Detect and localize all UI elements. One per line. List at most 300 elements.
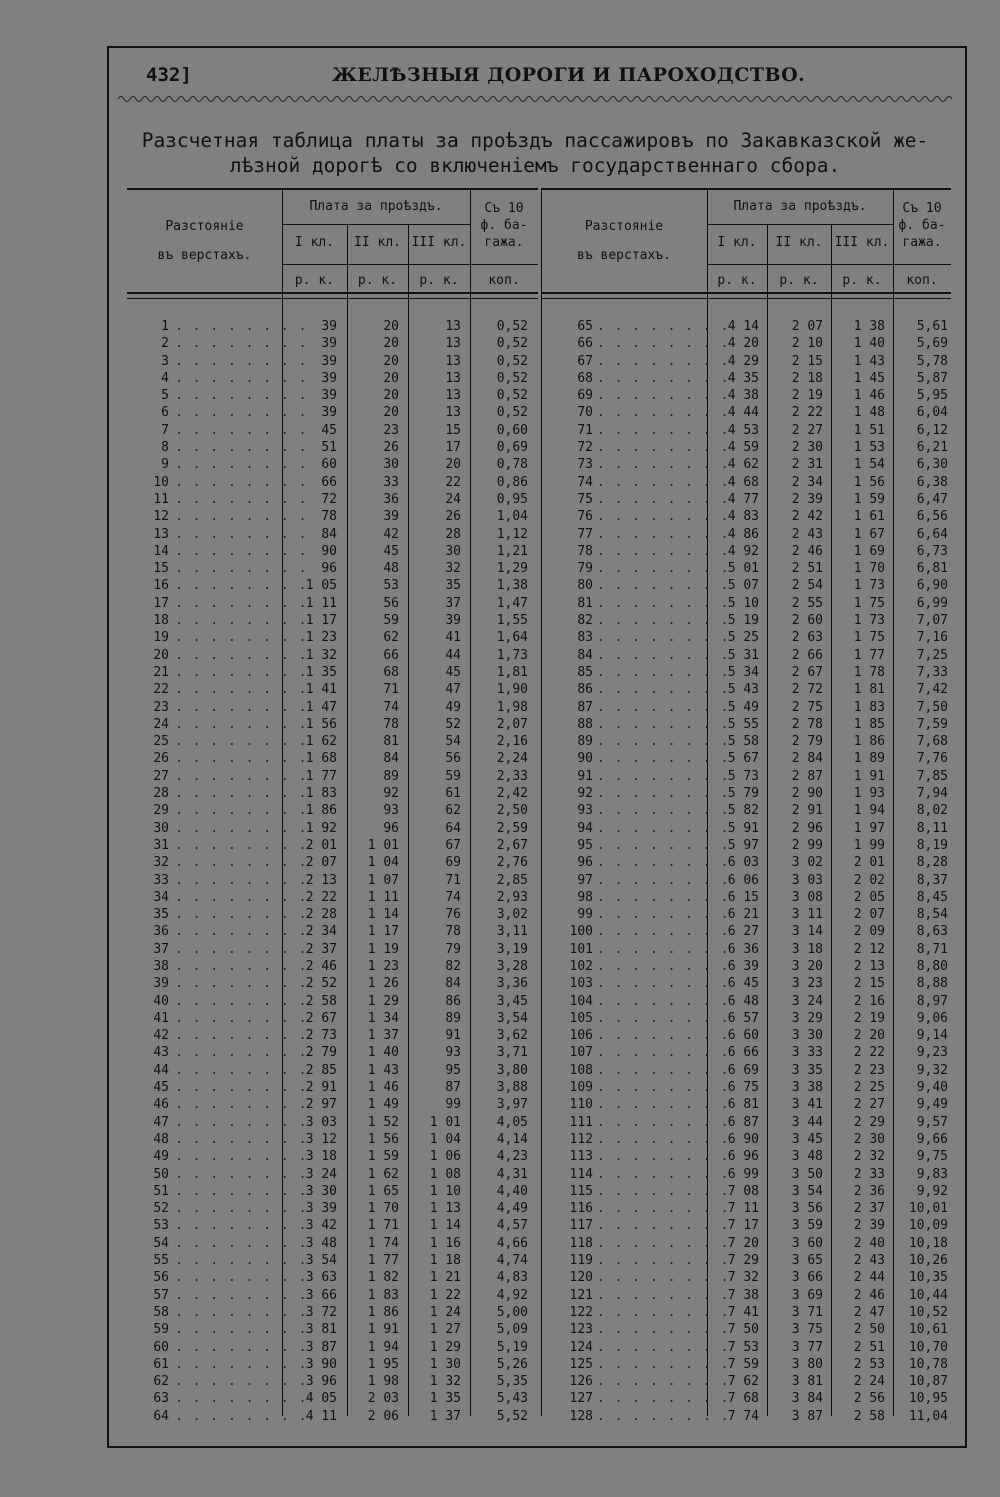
class3-header: III кл. [411,235,467,250]
baggage-cell: 1,47 [496,595,528,611]
dot-leader: . . . . . . . . [175,1080,308,1096]
class1-cell: 5 82 [727,803,759,819]
table-row [541,975,951,992]
baggage-cell: 5,00 [496,1304,528,1320]
table-row [541,1096,951,1113]
class1-cell: 4 92 [727,543,759,559]
baggage-cell: 9,92 [916,1183,948,1199]
class1-cell: 90 [321,543,337,559]
class2-cell: 2 90 [791,786,823,802]
class2-cell: 2 60 [791,613,823,629]
baggage-cell: 7,59 [916,716,948,732]
distance-cell: 55 [153,1253,169,1269]
class2-cell: 2 87 [791,768,823,784]
dot-leader: . . . . . . . . [597,1010,730,1026]
class2-cell: 20 [383,319,399,334]
distance-cell: 27 [153,768,169,784]
class1-cell: 6 57 [727,1010,759,1026]
class3-cell: 86 [445,993,461,1009]
dot-leader: . . . . . . . . [175,440,308,456]
table-row [127,768,538,785]
class3-cell: 1 56 [853,474,885,490]
baggage-cell: 8,11 [916,820,948,836]
class2-cell: 3 02 [791,855,823,871]
table-row [127,837,538,854]
distance-cell: 103 [569,976,593,992]
baggage-cell: 1,98 [496,699,528,715]
class1-cell: 96 [321,561,337,577]
class1-cell: 2 13 [305,872,337,888]
table-row [541,1183,951,1200]
dot-leader: . . . . . . . . [597,907,730,923]
baggage-cell: 4,57 [496,1218,528,1234]
class2-cell: 71 [383,682,399,698]
baggage-cell: 0,60 [496,422,528,438]
class2-cell: 2 46 [791,543,823,559]
class3-cell: 2 51 [853,1339,885,1355]
class2-cell: 2 06 [367,1408,399,1424]
dot-leader: . . . . . . . . [175,699,308,715]
dot-leader: . . . . . . . . [175,509,308,525]
class2-cell: 36 [383,491,399,507]
table-row [127,975,538,992]
class3-cell: 2 39 [853,1218,885,1234]
baggage-cell: 2,50 [496,803,528,819]
class2-cell: 2 78 [791,716,823,732]
baggage-cell: 5,69 [916,336,948,352]
dot-leader: . . . . . . . . [597,543,730,559]
dot-leader: . . . . . . . . [175,1097,308,1113]
class3-cell: 1 93 [853,786,885,802]
dot-leader: . . . . . . . . [175,976,308,992]
baggage-unit: коп. [906,273,938,288]
class2-cell: 2 31 [791,457,823,473]
table-row [127,854,538,871]
class1-cell: 2 58 [305,993,337,1009]
baggage-cell: 0,52 [496,388,528,404]
dot-leader: . . . . . . . . [597,1356,730,1372]
class3-cell: 1 06 [429,1149,461,1165]
baggage-cell: 5,78 [916,353,948,369]
baggage-cell: 3,62 [496,1028,528,1044]
class3-cell: 2 44 [853,1270,885,1286]
class2-cell: 3 30 [791,1028,823,1044]
dot-leader: . . . . . . . . [175,924,308,940]
distance-cell: 83 [577,630,593,646]
class1-cell: 5 31 [727,647,759,663]
baggage-cell: 7,68 [916,734,948,750]
class2-cell: 1 91 [367,1322,399,1338]
running-title: ЖЕЛѢЗНЫЯ ДОРОГИ И ПАРОХОДСТВО. [332,64,806,86]
class1-cell: 3 54 [305,1253,337,1269]
baggage-cell: 9,66 [916,1131,948,1147]
distance-cell: 9 [161,457,169,473]
baggage-cell: 1,04 [496,509,528,525]
distance-cell: 79 [577,561,593,577]
baggage-cell: 10,78 [908,1356,948,1372]
baggage-cell: 6,30 [916,457,948,473]
class3-cell: 99 [445,1097,461,1113]
distance-cell: 61 [153,1356,169,1372]
dot-leader: . . . . . . . . [175,872,308,888]
baggage-cell: 6,38 [916,474,948,490]
baggage-cell: 7,50 [916,699,948,715]
class1-cell: 6 45 [727,976,759,992]
baggage-cell: 10,01 [908,1201,948,1217]
class2-cell: 3 23 [791,976,823,992]
distance-cell: 123 [569,1322,593,1338]
class2-cell: 2 18 [791,370,823,386]
class2-cell: 2 42 [791,509,823,525]
class1-cell: 7 32 [727,1270,759,1286]
class1-cell: 6 69 [727,1062,759,1078]
distance-header: Разстояніе въ верстахъ. [577,219,671,263]
dot-leader: . . . . . . . . [175,595,308,611]
baggage-cell: 6,99 [916,595,948,611]
baggage-cell: 0,86 [496,474,528,490]
baggage-cell: 9,23 [916,1045,948,1061]
class3-cell: 1 40 [853,336,885,352]
distance-cell: 13 [153,526,169,542]
class2-cell: 2 72 [791,682,823,698]
class2-cell: 1 04 [367,855,399,871]
distance-cell: 58 [153,1304,169,1320]
class3-unit: р. к. [842,273,882,288]
class1-cell: 1 77 [305,768,337,784]
class3-cell: 2 29 [853,1114,885,1130]
class2-cell: 3 33 [791,1045,823,1061]
class1-cell: 6 60 [727,1028,759,1044]
class2-cell: 3 11 [791,907,823,923]
dot-leader: . . . . . . . . [175,1028,308,1044]
class3-cell: 1 94 [853,803,885,819]
table-row [127,1287,538,1304]
baggage-cell: 4,74 [496,1253,528,1269]
class2-cell: 2 51 [791,561,823,577]
table-row [127,785,538,802]
table-row [127,1356,538,1373]
class1-cell: 5 97 [727,837,759,853]
class3-cell: 1 22 [429,1287,461,1303]
class3-cell: 2 07 [853,907,885,923]
class1-cell: 3 18 [305,1149,337,1165]
fare-header: Плата за проѣздъ. [309,199,443,214]
baggage-cell: 2,07 [496,716,528,732]
baggage-cell: 9,83 [916,1166,948,1182]
distance-cell: 37 [153,941,169,957]
baggage-cell: 2,93 [496,889,528,905]
class1-cell: 4 14 [727,319,759,334]
class2-cell: 96 [383,820,399,836]
class2-cell: 56 [383,595,399,611]
distance-cell: 85 [577,664,593,680]
table-row [127,993,538,1010]
class1-cell: 6 99 [727,1166,759,1182]
baggage-cell: 0,52 [496,370,528,386]
table-row [541,647,951,664]
class3-cell: 2 56 [853,1391,885,1407]
class3-cell: 1 69 [853,543,885,559]
class1-cell: 1 62 [305,734,337,750]
class2-unit: р. к. [357,273,398,288]
class2-cell: 3 69 [791,1287,823,1303]
class3-cell: 47 [445,682,461,698]
dot-leader: . . . . . . . . [597,1149,730,1165]
class2-cell: 48 [383,561,399,577]
class1-cell: 6 06 [727,872,759,888]
table-row [127,387,538,404]
class1-cell: 3 81 [305,1322,337,1338]
class3-cell: 79 [445,941,461,957]
class3-cell: 1 54 [853,457,885,473]
class2-cell: 20 [383,336,399,352]
class1-cell: 6 66 [727,1045,759,1061]
dot-leader: . . . . . . . . [175,1114,308,1130]
class3-cell: 2 02 [853,872,885,888]
class1-cell: 2 46 [305,958,337,974]
class1-cell: 3 72 [305,1304,337,1320]
class1-cell: 2 22 [305,889,337,905]
table-row [127,1027,538,1044]
class2-cell: 3 84 [791,1391,823,1407]
class3-cell: 2 16 [853,993,885,1009]
baggage-cell: 5,43 [496,1391,528,1407]
class2-cell: 1 26 [367,976,399,992]
table-row [541,1321,951,1338]
table-row [541,820,951,837]
class1-cell: 4 44 [727,405,759,421]
title-line-2: лѣзной дорогѣ со включеніемъ государственнаго сбора. [229,154,841,177]
baggage-cell: 6,47 [916,491,948,507]
table-row [541,335,951,352]
distance-cell: 16 [153,578,169,594]
class1-cell: 1 56 [305,716,337,732]
table-row [541,526,951,543]
class2-header: II кл. [354,235,401,250]
class1-cell: 7 29 [727,1253,759,1269]
table-row [541,318,951,335]
distance-cell: 94 [577,820,593,836]
distance-cell: 64 [153,1408,169,1424]
distance-cell: 41 [153,1010,169,1026]
distance-cell: 54 [153,1235,169,1251]
distance-cell: 24 [153,716,169,732]
baggage-cell: 3,28 [496,958,528,974]
class1-cell: 6 87 [727,1114,759,1130]
class2-unit: р. к. [779,273,819,288]
class2-cell: 2 91 [791,803,823,819]
fare-table-left [127,188,538,1424]
dot-leader: . . . . . . . . [175,457,308,473]
distance-cell: 8 [161,440,169,456]
dot-leader: . . . . . . . . [597,889,730,905]
class2-cell: 2 07 [791,319,823,334]
class2-cell: 3 03 [791,872,823,888]
class2-cell: 20 [383,388,399,404]
baggage-cell: 8,19 [916,837,948,853]
class3-cell: 1 78 [853,664,885,680]
class1-cell: 6 21 [727,907,759,923]
class1-cell: 2 01 [305,837,337,853]
class1-cell: 66 [321,474,337,490]
class1-cell: 3 66 [305,1287,337,1303]
class2-cell: 3 71 [791,1304,823,1320]
class2-cell: 1 94 [367,1339,399,1355]
class3-cell: 13 [445,336,461,352]
class3-cell: 13 [445,405,461,421]
class1-cell: 4 05 [305,1391,337,1407]
table-row [127,1252,538,1269]
class1-cell: 4 62 [727,457,759,473]
distance-cell: 28 [153,786,169,802]
dot-leader: . . . . . . . . [597,1391,730,1407]
title-line-1: Разсчетная таблица платы за проѣздъ пассажировъ по Закавказской же- [141,129,929,152]
table-row [541,889,951,906]
dot-leader: . . . . . . . . [597,786,730,802]
baggage-cell: 0,52 [496,353,528,369]
class3-cell: 17 [445,440,461,456]
class1-cell: 5 67 [727,751,759,767]
table-row [541,1390,951,1407]
baggage-cell: 5,87 [916,370,948,386]
class2-cell: 20 [383,370,399,386]
class2-header: II кл. [775,235,823,250]
dot-leader: . . . . . . . . [175,855,308,871]
class2-cell: 3 56 [791,1201,823,1217]
class3-cell: 1 35 [429,1391,461,1407]
class2-cell: 2 19 [791,388,823,404]
table-row [541,802,951,819]
table-row [127,1044,538,1061]
dot-leader: . . . . . . . . [175,1304,308,1320]
class2-cell: 1 70 [367,1201,399,1217]
class2-cell: 3 77 [791,1339,823,1355]
class2-cell: 1 74 [367,1235,399,1251]
class3-unit: р. к. [419,273,459,288]
dot-leader: . . . . . . . . [175,1235,308,1251]
table-row [127,1373,538,1390]
class1-cell: 2 97 [305,1097,337,1113]
class3-cell: 28 [445,526,461,542]
class1-cell: 1 05 [305,578,337,594]
class2-cell: 1 71 [367,1218,399,1234]
class1-cell: 5 55 [727,716,759,732]
class2-cell: 66 [383,647,399,663]
baggage-cell: 8,97 [916,993,948,1009]
class3-cell: 1 16 [429,1235,461,1251]
distance-cell: 40 [153,993,169,1009]
class1-cell: 1 68 [305,751,337,767]
table-row [127,422,538,439]
dot-leader: . . . . . . . . [175,561,308,577]
table-row [541,439,951,456]
class3-cell: 1 85 [853,716,885,732]
table-row [127,733,538,750]
wavy-rule [118,92,950,106]
class1-cell: 3 42 [305,1218,337,1234]
baggage-cell: 4,83 [496,1270,528,1286]
baggage-cell: 1,55 [496,613,528,629]
table-row [127,1304,538,1321]
class1-cell: 5 10 [727,595,759,611]
class3-cell: 2 30 [853,1131,885,1147]
table-row [127,906,538,923]
dot-leader: . . . . . . . . [597,491,730,507]
class1-cell: 5 73 [727,768,759,784]
distance-cell: 18 [153,613,169,629]
table-row [541,1287,951,1304]
distance-cell: 21 [153,664,169,680]
class3-cell: 1 29 [429,1339,461,1355]
distance-cell: 22 [153,682,169,698]
class1-cell: 6 75 [727,1080,759,1096]
class2-cell: 42 [383,526,399,542]
table-row [541,664,951,681]
class1-unit: р. к. [717,273,757,288]
dot-leader: . . . . . . . . [175,734,308,750]
dot-leader: . . . . . . . . [175,889,308,905]
class2-cell: 33 [383,474,399,490]
table-row [127,629,538,646]
baggage-cell: 4,05 [496,1114,528,1130]
class2-cell: 30 [383,457,399,473]
dot-leader: . . . . . . . . [175,786,308,802]
dot-leader: . . . . . . . . [175,388,308,404]
class1-cell: 3 63 [305,1270,337,1286]
dot-leader: . . . . . . . . [597,1131,730,1147]
baggage-cell: 8,80 [916,958,948,974]
baggage-cell: 0,95 [496,491,528,507]
distance-cell: 5 [161,388,169,404]
class1-cell: 4 38 [727,388,759,404]
class1-cell: 2 28 [305,907,337,923]
dot-leader: . . . . . . . . [175,1149,308,1165]
baggage-cell: 6,90 [916,578,948,594]
table-row [127,1339,538,1356]
class3-cell: 13 [445,388,461,404]
distance-cell: 102 [569,958,593,974]
baggage-cell: 1,12 [496,526,528,542]
table-row [127,1148,538,1165]
dot-leader: . . . . . . . . [597,1062,730,1078]
dot-leader: . . . . . . . . [597,1287,730,1303]
class3-cell: 15 [445,422,461,438]
table-row [541,1062,951,1079]
table-row [127,1217,538,1234]
distance-cell: 19 [153,630,169,646]
table-row [541,543,951,560]
class3-cell: 56 [445,751,461,767]
dot-leader: . . . . . . . . [597,1235,730,1251]
dot-leader: . . . . . . . . [597,1097,730,1113]
table-row [127,681,538,698]
distance-cell: 121 [569,1287,593,1303]
class3-cell: 1 67 [853,526,885,542]
class3-cell: 84 [445,976,461,992]
dot-leader: . . . . . . . . [175,1287,308,1303]
class2-cell: 2 67 [791,664,823,680]
class3-cell: 64 [445,820,461,836]
dot-leader: . . . . . . . . [175,613,308,629]
baggage-cell: 9,49 [916,1097,948,1113]
table-row [127,1200,538,1217]
class2-cell: 3 48 [791,1149,823,1165]
baggage-cell: 8,37 [916,872,948,888]
class2-cell: 1 86 [367,1304,399,1320]
distance-cell: 33 [153,872,169,888]
class1-cell: 1 41 [305,682,337,698]
class1-header: I кл. [294,235,335,250]
